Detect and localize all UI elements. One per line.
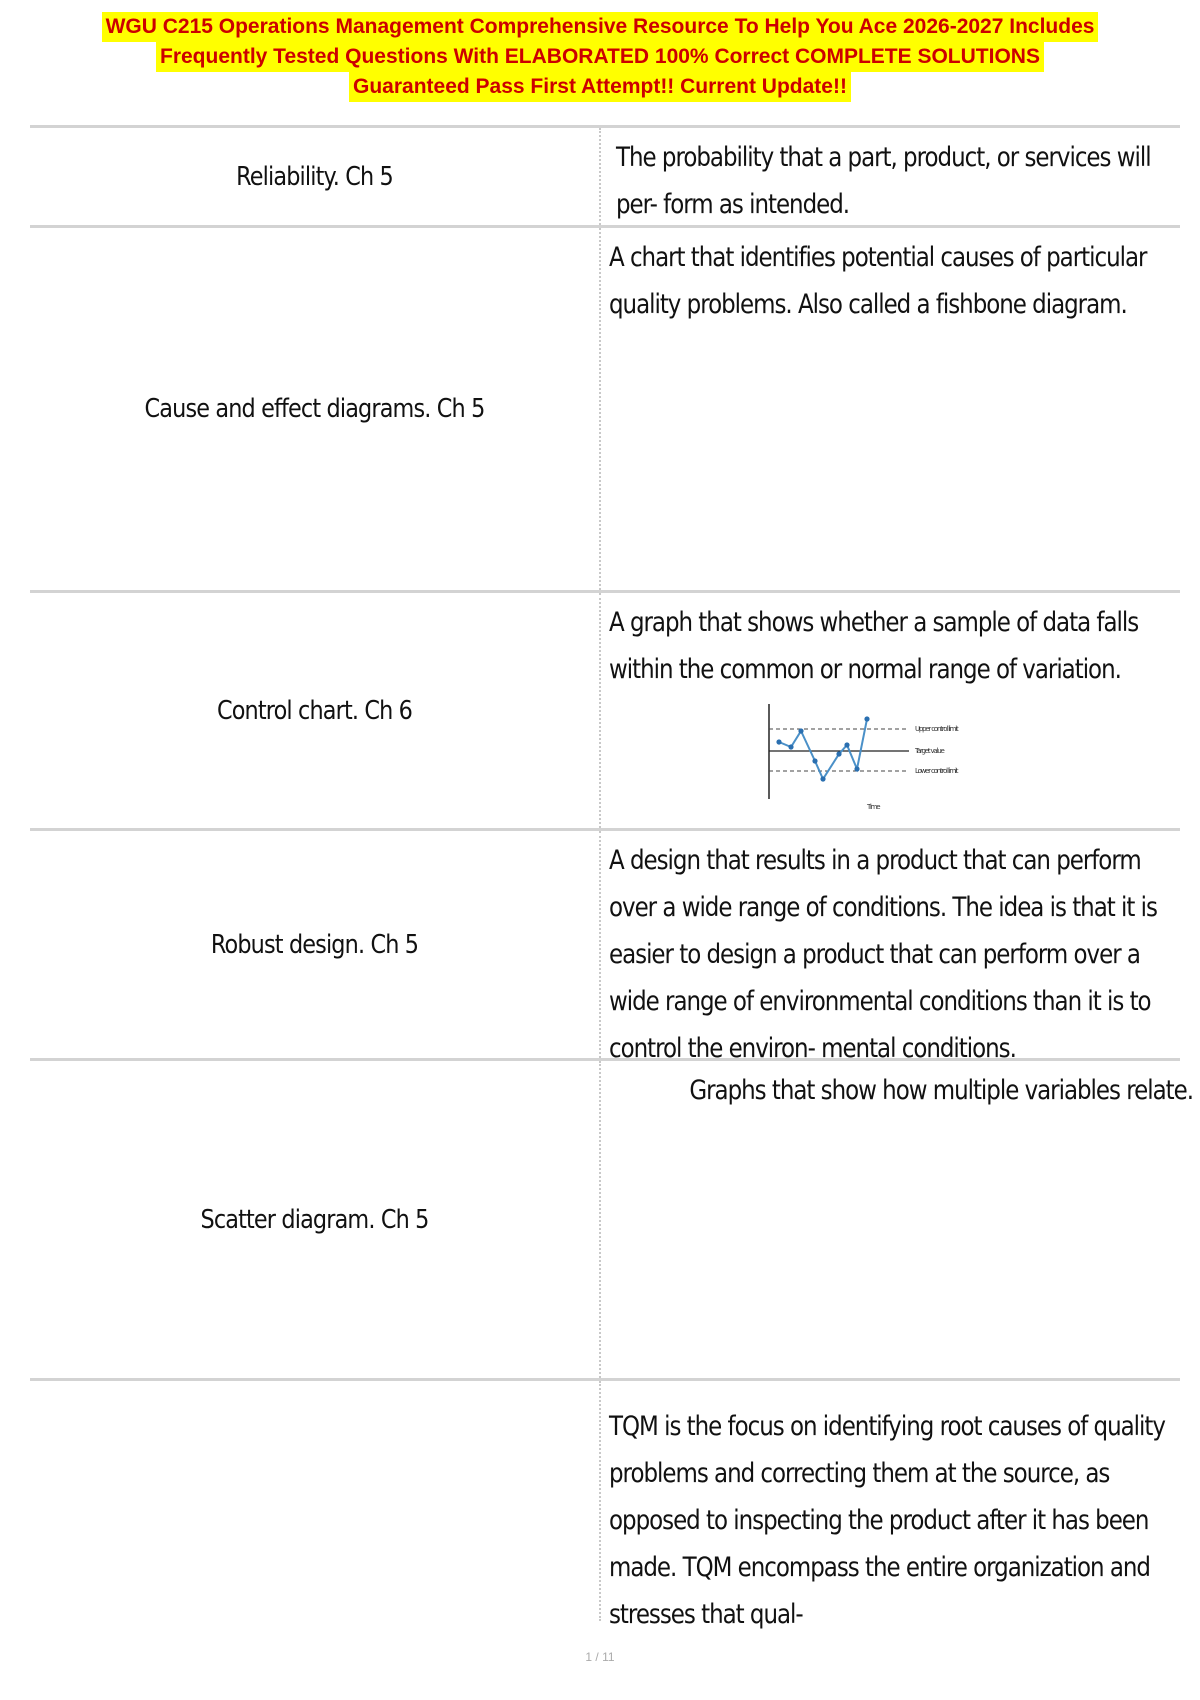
definition-cell — [601, 1061, 1193, 1378]
term-cell: Control chart. Ch 6 — [216, 695, 413, 726]
sample-points — [776, 716, 869, 781]
definition-text: A chart that identifies potential causes of particular quality problems. Also called a fishbone diagram. — [609, 242, 1147, 320]
definition-text: TQM is the focus on identifying root causes of quality problems and correcting them at the source, as opposed to inspecting the product after it has been made. TQM encompass the entire organization and stresses that qual- — [609, 1411, 1165, 1630]
table-row — [30, 593, 1180, 831]
term-cell: Scatter diagram. Ch 5 — [200, 1204, 429, 1235]
header-line-1: WGU C215 Operations Management Comprehensive Resource To Help You Ace 2026-2027 Includes — [102, 12, 1099, 42]
definition-cell — [601, 1381, 1180, 1630]
definition-cell — [601, 128, 1180, 225]
definition-cell — [601, 831, 1180, 1064]
header-line-2: Frequently Tested Questions With ELABORATED 100% Correct COMPLETE SOLUTIONS — [156, 42, 1044, 72]
term-cell: Cause and effect diagrams. Ch 5 — [144, 394, 485, 424]
definition-text: A design that results in a product that can perform over a wide range of conditions. The idea is that it is easier to design a product that can perform over a wide range of environmental conditions than it is to control the environ- mental conditions. — [609, 845, 1157, 1064]
table-row — [30, 128, 1180, 228]
definition-text: Graphs that show how multiple variables relate. — [689, 1075, 1193, 1106]
control-chart-figure — [759, 699, 989, 814]
upper-limit-label: Upper control limit — [915, 725, 958, 733]
table-row — [30, 228, 1180, 593]
page-number: 1 / 11 — [585, 1650, 615, 1664]
definition-text: A graph that shows whether a sample of data falls within the common or normal range of variation. — [609, 607, 1139, 685]
definition-cell — [601, 593, 1180, 828]
flashcard-table — [30, 125, 1193, 1630]
lower-limit-label: Lower control limit — [915, 767, 958, 775]
table-row — [30, 1381, 1180, 1630]
term-cell: Reliability. Ch 5 — [236, 161, 393, 192]
target-value-label: Target value — [915, 747, 944, 755]
header-line-3: Guaranteed Pass First Attempt!! Current Update!! — [349, 72, 851, 102]
table-row — [30, 831, 1180, 1064]
term-cell: Robust design. Ch 5 — [210, 929, 419, 960]
document-header — [0, 12, 1200, 102]
definition-cell — [601, 228, 1180, 590]
time-axis-label: Time — [867, 803, 880, 811]
definition-text: The probability that a part, product, or services will per- form as intended. — [615, 142, 1151, 220]
table-row — [30, 1061, 1193, 1381]
term-cell — [70, 1381, 559, 1621]
